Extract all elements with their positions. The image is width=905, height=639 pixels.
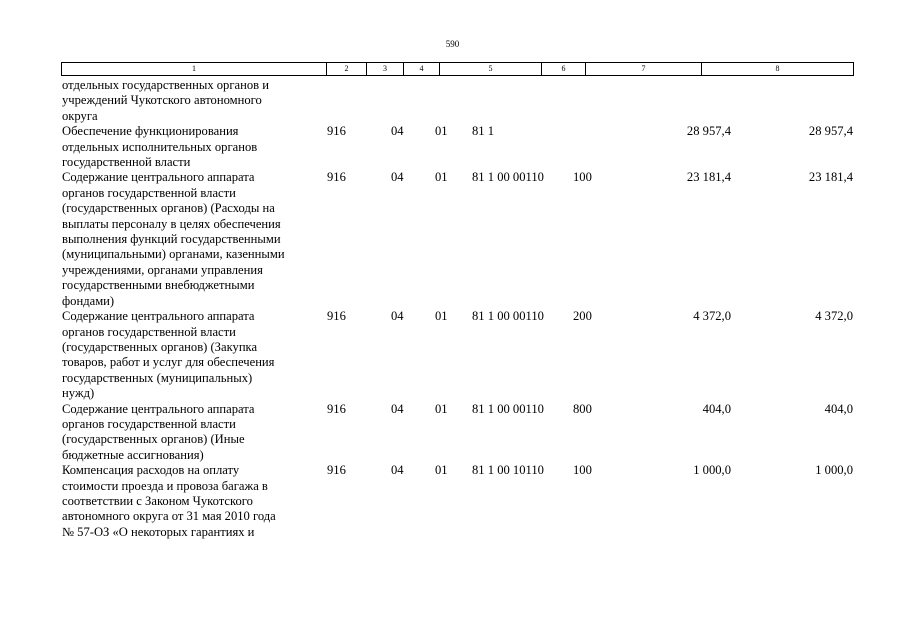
cell-c7: 23 181,4 [686, 170, 731, 185]
description-line: бюджетные ассигнования) [62, 447, 204, 462]
cell-c7: 1 000,0 [693, 463, 731, 478]
cell-c2: 916 [327, 124, 346, 139]
description-line: (государственных органов) (Расходы на [62, 201, 275, 216]
cell-c8: 28 957,4 [808, 124, 853, 139]
cell-c3: 04 [391, 124, 404, 139]
table-row [61, 309, 853, 401]
cell-c2: 916 [327, 309, 346, 324]
cell-c3: 04 [391, 463, 404, 478]
cell-c6: 100 [573, 170, 592, 185]
table-row [61, 463, 853, 540]
cell-c5: 81 1 00 00110 [472, 309, 544, 324]
description-line: отдельных государственных органов и [62, 78, 269, 92]
cell-c5: 81 1 00 00110 [472, 170, 544, 185]
description-line: автономного округа от 31 мая 2010 года [62, 509, 276, 524]
description-line: товаров, работ и услуг для обеспечения [62, 355, 275, 370]
cell-c4: 01 [435, 309, 448, 324]
column-header-5: 5 [440, 63, 542, 76]
description-line: выплаты персоналу в целях обеспечения [62, 216, 281, 231]
description-line: выполнения функций государственными [62, 232, 281, 247]
row-description [61, 402, 330, 464]
description-line: Содержание центрального аппарата [62, 170, 255, 185]
row-description [61, 78, 330, 124]
page-number: 590 [445, 39, 460, 49]
cell-c7: 404,0 [702, 401, 731, 416]
cell-c2: 916 [327, 401, 346, 416]
table-row [61, 402, 853, 464]
cell-c5: 81 1 [472, 124, 495, 139]
cell-c5: 81 1 00 10110 [472, 463, 544, 478]
row-description [61, 170, 330, 309]
cell-c4: 01 [435, 463, 448, 478]
cell-c7: 28 957,4 [686, 124, 731, 139]
cell-c3: 04 [391, 170, 404, 185]
description-line: органов государственной власти [62, 324, 236, 339]
cell-c4: 01 [435, 170, 448, 185]
cell-c5: 81 1 00 00110 [472, 401, 544, 416]
row-description [61, 309, 330, 401]
cell-c6: 800 [573, 401, 592, 416]
cell-c7: 4 372,0 [693, 309, 731, 324]
description-line: (муниципальными) органами, казенными [62, 247, 285, 262]
description-line: (государственных органов) (Иные [62, 432, 245, 447]
table-body [61, 78, 853, 540]
cell-c4: 01 [435, 401, 448, 416]
column-header-8: 8 [702, 63, 854, 76]
column-header-4: 4 [404, 63, 440, 76]
column-header-2: 2 [327, 63, 367, 76]
description-line: органов государственной власти [62, 416, 236, 431]
description-line: (государственных органов) (Закупка [62, 339, 258, 354]
cell-c8: 404,0 [824, 401, 853, 416]
cell-c4: 01 [435, 124, 448, 139]
table-row [61, 170, 853, 309]
column-header-6: 6 [542, 63, 586, 76]
description-line: стоимости проезда и провоза багажа в [62, 478, 268, 493]
row-description [61, 124, 330, 170]
cell-c8: 4 372,0 [815, 309, 853, 324]
cell-c2: 916 [327, 463, 346, 478]
description-line: соответствии с Законом Чукотского [62, 493, 253, 508]
description-line: округа [62, 108, 98, 123]
description-line: Компенсация расходов на оплату [62, 463, 240, 478]
description-line: учреждениями, органами управления [62, 262, 263, 277]
cell-c3: 04 [391, 309, 404, 324]
cell-c6: 100 [573, 463, 592, 478]
table-row [61, 78, 853, 124]
cell-c3: 04 [391, 401, 404, 416]
description-line: государственных (муниципальных) [62, 370, 253, 385]
row-description [61, 463, 330, 540]
description-line: государственной власти [62, 155, 191, 170]
description-line: отдельных исполнительных органов [62, 139, 258, 154]
description-line: государственными внебюджетными [62, 278, 255, 293]
description-line: Содержание центрального аппарата [62, 309, 255, 324]
cell-c8: 23 181,4 [808, 170, 853, 185]
column-header-1: 1 [62, 63, 327, 76]
description-line: Содержание центрального аппарата [62, 401, 255, 416]
description-line: № 57-ОЗ «О некоторых гарантиях и [62, 524, 255, 539]
column-header-3: 3 [367, 63, 404, 76]
description-line: фондами) [62, 293, 115, 308]
cell-c8: 1 000,0 [815, 463, 853, 478]
description-line: органов государственной власти [62, 185, 236, 200]
description-line: нужд) [62, 386, 95, 401]
column-header-table [61, 62, 854, 76]
cell-c2: 916 [327, 170, 346, 185]
description-line: учреждений Чукотского автономного [62, 93, 262, 108]
description-line: Обеспечение функционирования [62, 124, 239, 139]
column-header-7: 7 [586, 63, 702, 76]
cell-c6: 200 [573, 309, 592, 324]
table-row [61, 124, 853, 170]
